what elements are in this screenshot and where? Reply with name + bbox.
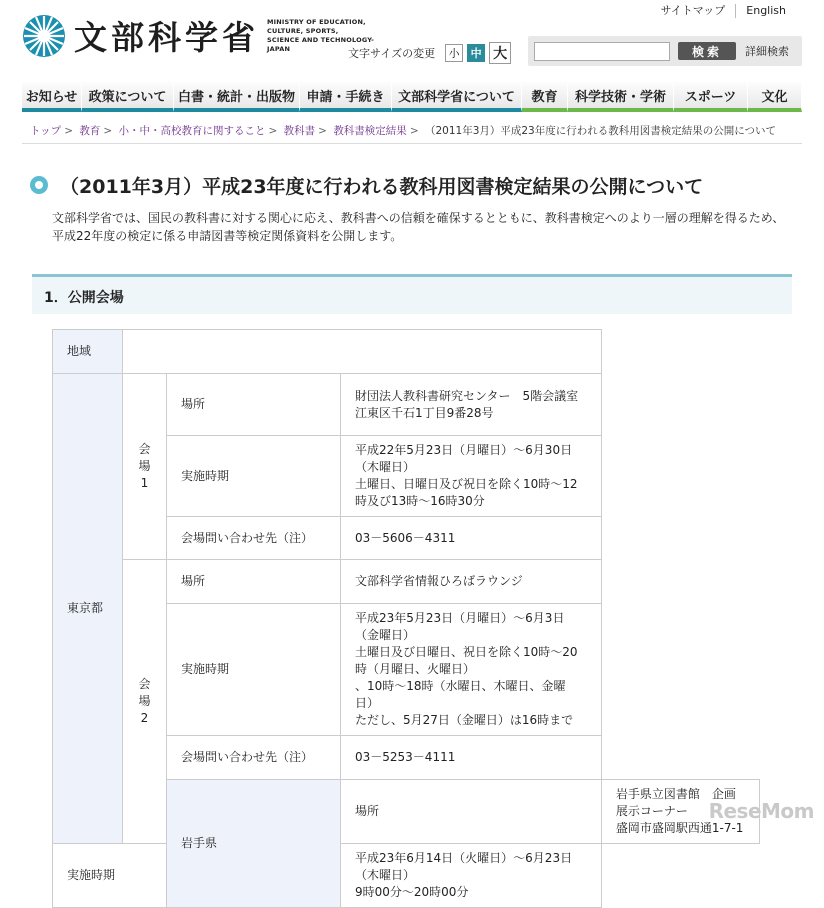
contact-label: 会場問い合わせ先（注） [167, 517, 341, 560]
place-label: 場所 [341, 780, 602, 844]
table-row [53, 374, 760, 436]
venue-1-contact: 03－5606－4311 [341, 517, 602, 560]
place-label: 場所 [167, 560, 341, 604]
page-title: （2011年3月）平成23年度に行われる教科用図書検定結果の公開について [60, 176, 704, 198]
iwate-period: 平成23年6月14日（火曜日）～6月23日（木曜日） 9時00分～20時00分 [341, 844, 602, 908]
breadcrumb-textbook-results[interactable]: 教科書検定結果 [333, 125, 407, 137]
sitemap-link[interactable]: サイトマップ [660, 4, 726, 17]
logo-text-jp: 文部科学省 [74, 18, 259, 57]
region-tokyo: 東京都 [53, 374, 123, 844]
nav-item-3[interactable]: 申請・手続き [300, 82, 392, 112]
contact-label: 会場問い合わせ先（注） [167, 736, 341, 780]
breadcrumb: トップ > 教育 > 小・中・高校教育に関すること > 教科書 > 教科書検定結果 > （2011年3月）平成23年度に行われる教科用図書検定結果の公開について [30, 125, 777, 137]
advanced-search-link[interactable]: 詳細検索 [745, 45, 789, 58]
venue-2-contact: 03－5253－4111 [341, 736, 602, 780]
english-link[interactable]: English [735, 4, 796, 18]
nav-item-8[interactable]: 文化 [748, 82, 802, 112]
search-button[interactable]: 検索 [678, 42, 736, 60]
font-size-medium-button[interactable]: 中 [467, 44, 485, 62]
nav-item-0[interactable]: お知らせ [22, 82, 82, 112]
search-input[interactable] [534, 42, 670, 61]
title-bullet-icon [30, 176, 48, 194]
nav-item-6[interactable]: 科学技術・学術 [568, 82, 674, 112]
place-label: 場所 [167, 374, 341, 436]
iwate-place: 岩手県立図書館 企画展示コーナー 盛岡市盛岡駅西通1-7-1 [601, 780, 759, 844]
venue-1-label: 会 場 1 [123, 374, 167, 560]
period-label: 実施時期 [167, 436, 341, 517]
nav-item-4[interactable]: 文部科学省について [392, 82, 522, 112]
breadcrumb-education[interactable]: 教育 [79, 125, 101, 137]
nav-item-2[interactable]: 白書・統計・出版物 [174, 82, 300, 112]
region-iwate: 岩手県 [167, 780, 341, 908]
breadcrumb-divider [22, 143, 802, 144]
font-size-control [348, 42, 511, 64]
breadcrumb-school-education[interactable]: 小・中・高校教育に関すること [118, 125, 266, 137]
table-row [53, 560, 760, 604]
logo-text-en: MINISTRY OF EDUCATION, CULTURE, SPORTS, SCIENCE AND TECHNOLOGY-JAPAN [267, 17, 375, 53]
font-size-large-button[interactable]: 大 [489, 42, 511, 64]
ministry-emblem-icon [22, 14, 66, 58]
search-box [528, 36, 802, 66]
section-header [32, 274, 792, 314]
section-title: 1．公開会場 [44, 290, 124, 306]
nav-item-1[interactable]: 政策について [82, 82, 174, 112]
top-links [650, 4, 796, 18]
breadcrumb-home[interactable]: トップ [30, 125, 62, 137]
table-row [53, 844, 760, 908]
venue-1-place: 財団法人教科書研究センター 5階会議室 江東区千石1丁目9番28号 [341, 374, 602, 436]
nav-item-7[interactable]: スポーツ [674, 82, 748, 112]
region-header-empty [123, 330, 602, 374]
font-size-small-button[interactable]: 小 [445, 44, 463, 62]
watermark-logo: ReseMom [708, 799, 814, 823]
venue-1-period: 平成22年5月23日（月曜日）～6月30日（木曜日） 土曜日、日曜日及び祝日を除く10時～12時及び13時～16時30分 [341, 436, 602, 517]
table-row [53, 330, 760, 374]
site-logo[interactable] [22, 12, 387, 59]
breadcrumb-current: （2011年3月）平成23年度に行われる教科用図書検定結果の公開について [424, 125, 777, 137]
venue-2-place: 文部科学省情報ひろばラウンジ [341, 560, 602, 604]
period-label: 実施時期 [53, 844, 167, 908]
region-header: 地域 [53, 330, 123, 374]
venue-2-period: 平成23年5月23日（月曜日）～6月3日（金曜日） 土曜日及び日曜日、祝日を除く10時～20時（月曜日、火曜日） 、10時～18時（水曜日、木曜日、金曜日） ただし、5月27日（金曜日）は16時まで [341, 604, 602, 736]
intro-text: 文部科学省では、国民の教科書に対する関心に応え、教科書への信頼を確保するとともに、教科書検定へのより一層の理解を得るため、平成22年度の検定に係る申請図書等検定関係資料を公開します。 [52, 211, 785, 243]
font-size-label: 文字サイズの変更 [348, 47, 436, 60]
venue-2-label: 会 場 2 [123, 560, 167, 844]
breadcrumb-textbooks[interactable]: 教科書 [283, 125, 316, 137]
period-label: 実施時期 [167, 604, 341, 736]
global-nav [22, 82, 802, 112]
nav-item-5[interactable]: 教育 [522, 82, 568, 112]
venue-table [52, 329, 760, 908]
